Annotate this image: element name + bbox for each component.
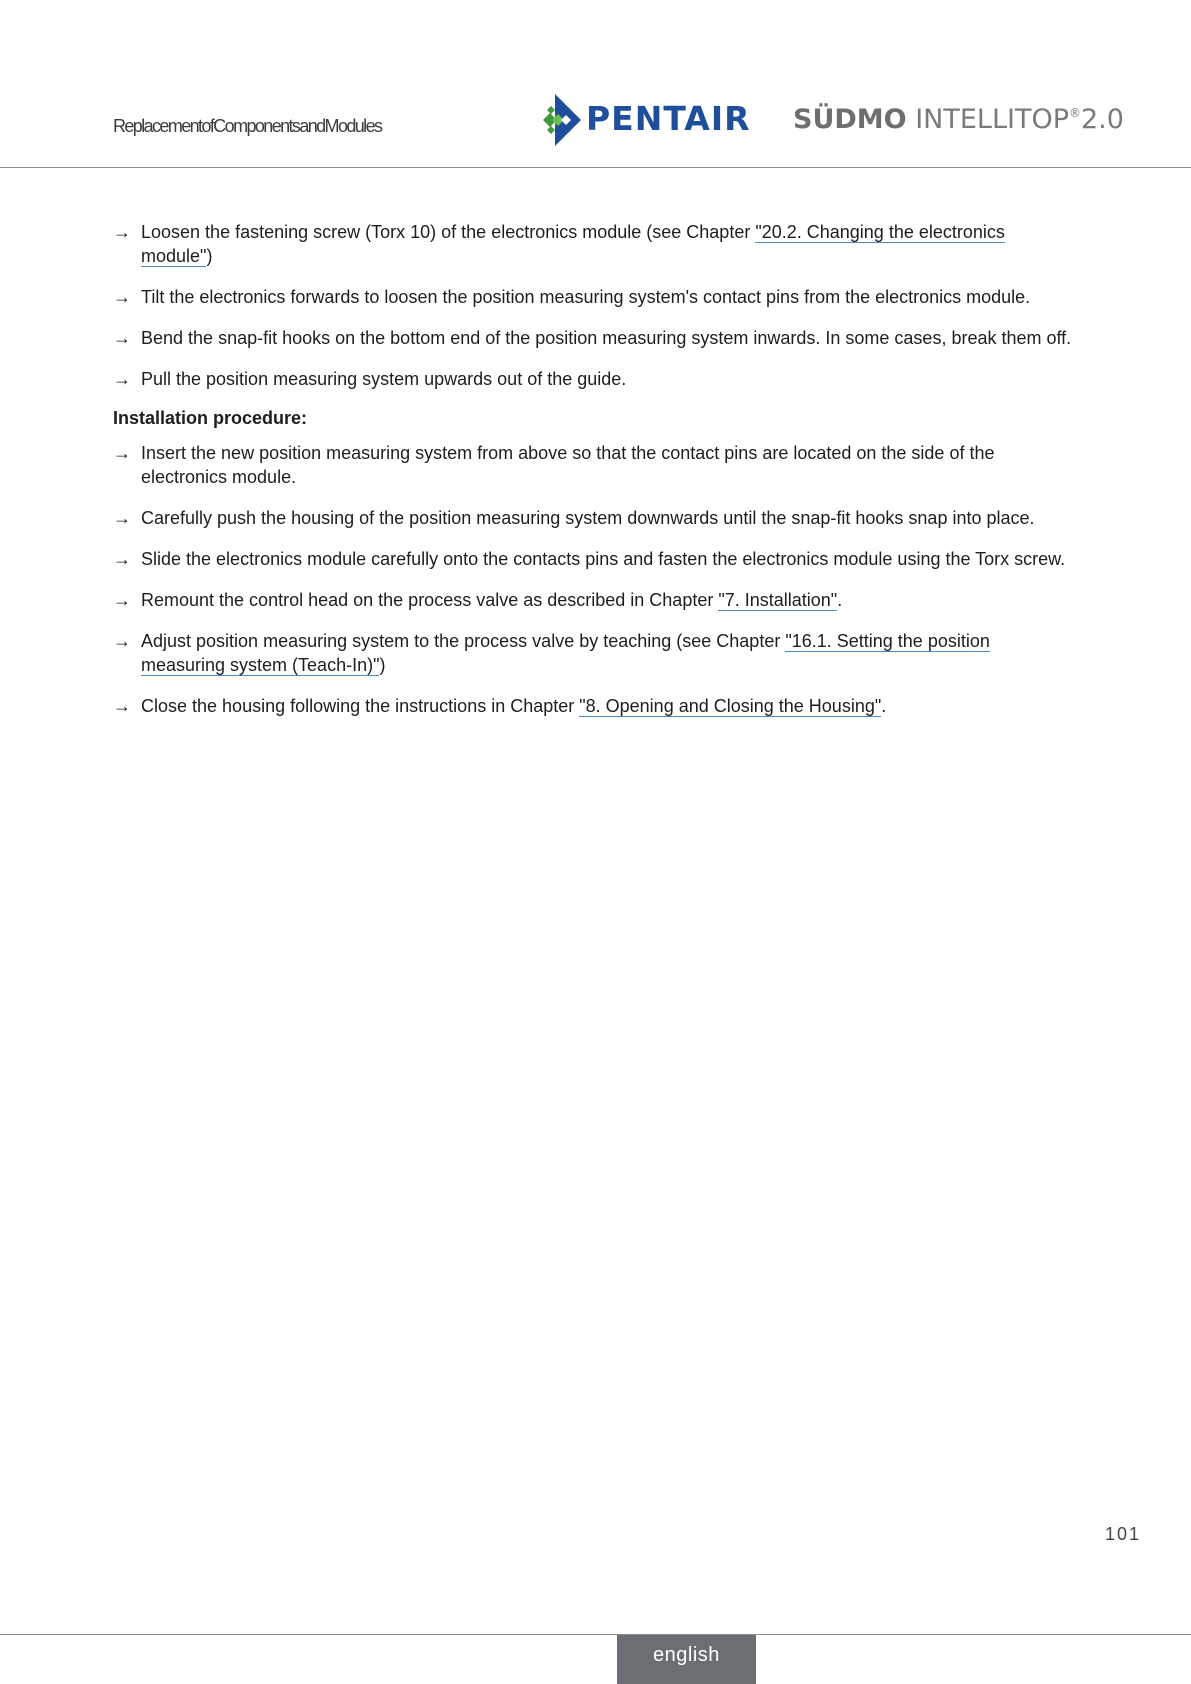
arrow-icon: → (113, 443, 131, 463)
step-text: Close the housing following the instructions in Chapter (141, 696, 580, 716)
brand-name: PENTAIR (586, 99, 751, 138)
installation-steps (113, 441, 1078, 718)
section-title: ReplacementofComponentsandModules (113, 116, 382, 136)
footer-divider (0, 1634, 1191, 1635)
step-item (113, 506, 1078, 530)
step-text: Remount the control head on the process valve as described in Chapter (141, 590, 719, 610)
chapter-link[interactable]: "7. Installation" (718, 590, 838, 610)
arrow-icon: → (113, 222, 131, 242)
chapter-link[interactable]: "8. Opening and Closing the Housing" (579, 696, 882, 716)
arrow-icon: → (113, 631, 131, 651)
arrow-icon: → (113, 696, 131, 716)
step-text-tail: . (881, 696, 887, 716)
step-text: Pull the position measuring system upwards out of the guide. (141, 369, 627, 389)
step-item (113, 285, 1078, 309)
language-tab: english (617, 1635, 756, 1684)
product-name (793, 104, 1124, 135)
arrow-icon: → (113, 590, 131, 610)
step-item (113, 326, 1078, 350)
step-item (113, 220, 1078, 268)
installation-heading: Installation procedure: (113, 408, 308, 428)
removal-steps (113, 220, 1078, 391)
step-item (113, 547, 1078, 571)
step-text-tail: ) (379, 655, 386, 675)
header-divider (0, 167, 1191, 168)
step-text: Bend the snap-fit hooks on the bottom end of the position measuring system inwards. In some cases, break them off. (141, 328, 1072, 348)
arrow-icon: → (113, 508, 131, 528)
step-item (113, 694, 1078, 718)
step-text: Tilt the electronics forwards to loosen the position measuring system's contact pins from the electronics module. (141, 287, 1031, 307)
step-item (113, 629, 1078, 677)
arrow-icon: → (113, 549, 131, 569)
step-item (113, 441, 1078, 489)
chapter-link[interactable]: "20.2. Changing the electronics module" (141, 222, 1005, 266)
arrow-icon: → (113, 369, 131, 389)
page-number: 101 (1104, 1524, 1141, 1544)
chapter-link[interactable]: "16.1. Setting the position measuring system (Teach-In)" (141, 631, 990, 675)
step-item (113, 367, 1078, 391)
step-text: Insert the new position measuring system from above so that the contact pins are located on the side of the electronics module. (141, 443, 995, 487)
arrow-icon: → (113, 328, 131, 348)
step-text-tail: . (837, 590, 843, 610)
pentair-logo-icon (535, 92, 591, 148)
product-brand: SÜDMO (793, 104, 907, 135)
arrow-icon: → (113, 287, 131, 307)
registered-mark: ® (1069, 106, 1081, 120)
product-version: 2.0 (1081, 104, 1124, 135)
page-content (113, 220, 1078, 735)
step-text: Loosen the fastening screw (Torx 10) of the electronics module (see Chapter (141, 222, 756, 242)
step-text: Adjust position measuring system to the process valve by teaching (see Chapter (141, 631, 786, 651)
step-text: Carefully push the housing of the position measuring system downwards until the snap-fit hooks snap into place. (141, 508, 1035, 528)
product-model: INTELLITOP (915, 104, 1069, 135)
step-text-tail: ) (206, 246, 213, 266)
step-item (113, 588, 1078, 612)
step-text: Slide the electronics module carefully onto the contacts pins and fasten the electronics module using the Torx screw. (141, 549, 1066, 569)
